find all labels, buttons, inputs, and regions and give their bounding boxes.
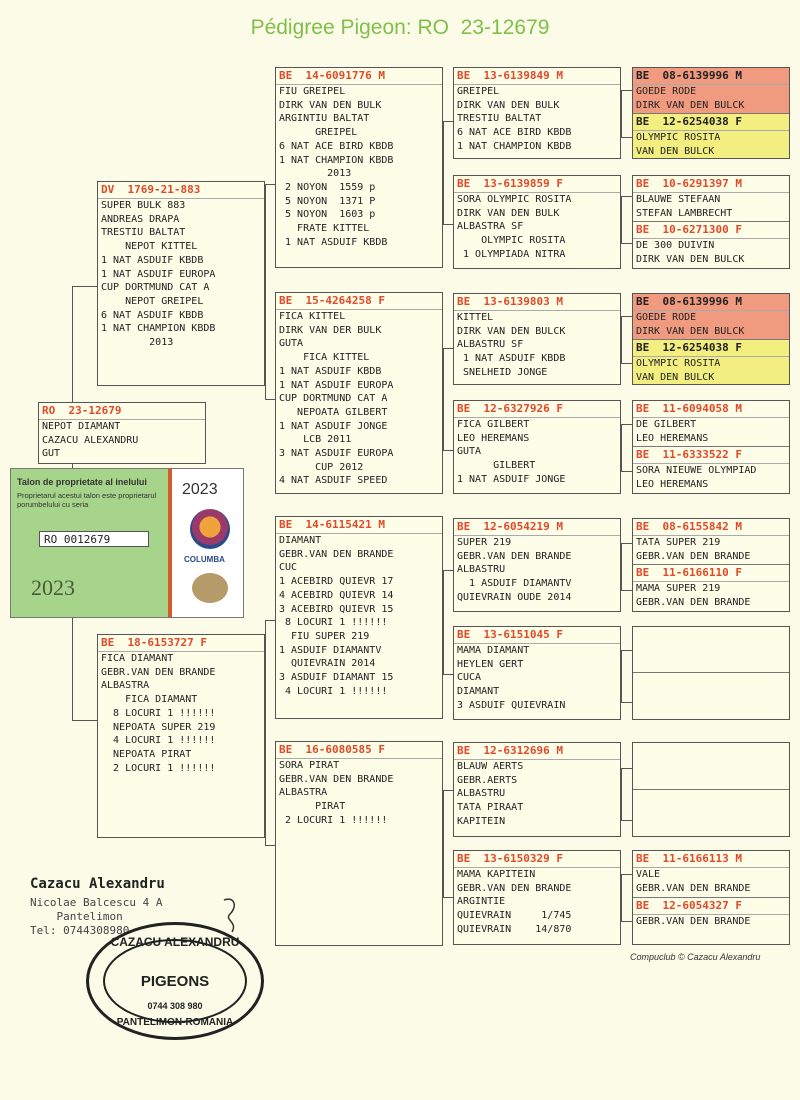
pedigree-line: MAMA DIAMANT (457, 645, 530, 656)
pedigree-line: 6 NAT ACE BIRD KBDB (279, 140, 394, 152)
ring-number: BE 13-6151045 F (454, 627, 620, 644)
pedigree-line: NEPOATA PIRAT (101, 748, 192, 760)
pedigree-line: 1 NAT CHAMPION KBDB (101, 323, 216, 335)
connector-line (443, 674, 453, 675)
pedigree-line: 2 LOCURI 1 !!!!!! (279, 814, 388, 826)
pedigree-line: DIAMANT (279, 535, 322, 546)
pedigree-line: QUIEVRAIN 2014 (279, 658, 376, 670)
g5-pair-box (632, 67, 790, 159)
pedigree-line: DIRK VAN DER BULK (279, 324, 382, 336)
dam-box (97, 634, 265, 838)
connector-line (621, 874, 622, 921)
ring-number: BE 11-6333522 F (633, 447, 789, 464)
owner-phone: Tel: 0744308980 (30, 924, 130, 937)
owner-address: Nicolae Balcescu 4 A (30, 896, 163, 909)
g5-pair-box (632, 626, 790, 720)
pedigree-line: GUT (42, 448, 61, 460)
pedigree-line: DIRK VAN DEN BULK (279, 99, 382, 111)
card-logo-panel (168, 469, 244, 617)
connector-line (621, 316, 622, 363)
card-title: Talon de proprietate al inelului (17, 477, 147, 487)
pedigree-line: NEPOATA GILBERT (279, 406, 388, 418)
pedigree-line: MAMA SUPER 219 (636, 583, 721, 594)
pedigree-line: LEO HEREMANS (457, 432, 530, 444)
connector-line (621, 90, 632, 91)
pedigree-line: FICA GILBERT (457, 419, 530, 430)
pedigree-line: GOEDE RODE (636, 86, 697, 97)
pedigree-line: OLYMPIC ROSITA (636, 132, 721, 143)
pedigree-line: CUCA (457, 672, 482, 684)
pedigree-line: VALE (636, 869, 661, 880)
ring-number: BE 08-6139996 M (633, 68, 789, 85)
connector-line (443, 348, 453, 349)
owner-stamp (86, 922, 264, 1040)
g5-pair-box (632, 850, 790, 945)
card-year-top: 2023 (182, 481, 218, 498)
connector-line (443, 348, 444, 450)
pedigree-line: OLYMPIC ROSITA (636, 358, 721, 369)
g5-pair-box (632, 742, 790, 837)
stamp-bottom-text: PANTELIMON-ROMANIA (116, 1017, 234, 1028)
pedigree-line: TATA PIRAAT (457, 802, 524, 814)
pedigree-line: QUIEVRAIN OUDE 2014 (457, 591, 572, 603)
pedigree-line: 4 LOCURI 1 !!!!!! (279, 685, 388, 697)
g5-pair-box (632, 400, 790, 494)
pedigree-line: ALBASTRU (457, 564, 506, 576)
pedigree-line: GEBR.VAN DEN BRANDE (636, 550, 751, 562)
ring-number: BE 15-4264258 F (276, 293, 442, 310)
pedigree-line: TRESTIU BALTAT (457, 113, 542, 125)
pedigree-line: GILBERT (457, 460, 536, 472)
connector-line (621, 243, 632, 244)
pedigree-line: BLAUWE STEFAAN (636, 194, 721, 205)
connector-line (621, 137, 632, 138)
ring-number: BE 13-6150329 F (454, 851, 620, 868)
pedigree-line: 1 NAT ASDUIF JONGE (457, 473, 566, 485)
ring-number: BE 12-6312696 M (454, 743, 620, 760)
pedigree-line: ARGINTIU BALTAT (279, 113, 370, 125)
pedigree-line: FRATE KITTEL (279, 223, 370, 235)
pedigree-line: ALBASTRA (101, 680, 150, 692)
pedigree-line: TRESTIU BALTAT (101, 227, 186, 239)
pedigree-line: 6 NAT ACE BIRD KBDB (457, 127, 572, 139)
pedigree-line: DE 300 DUIVIN (636, 240, 715, 251)
grandparent-box (275, 292, 443, 494)
pedigree-line: 5 NOYON 1371 P (279, 195, 376, 207)
ring-number: BE 08-6155842 M (633, 519, 789, 536)
pedigree-line: 8 LOCURI 1 !!!!!! (101, 707, 216, 719)
connector-line (621, 196, 632, 197)
pedigree-line: ARGINTIE (457, 896, 506, 908)
pedigree-line: 2 NOYON 1559 p (279, 181, 376, 193)
pedigree-line: NEPOT KITTEL (101, 241, 198, 253)
sire-box (97, 181, 265, 386)
pedigree-line: 1 OLYMPIADA NITRA (457, 248, 566, 260)
pedigree-line: 1 ASDUIF DIAMANTV (457, 578, 572, 590)
pedigree-line: VAN DEN BULCK (636, 371, 715, 383)
great-grandparent-box (453, 742, 621, 837)
pedigree-line: GREIPEL (279, 127, 358, 139)
card-subtitle: Proprietarul acestui talon este proprietarul porumbelului cu seria (17, 491, 157, 509)
pedigree-line: 1 NAT ASDUIF KBDB (101, 254, 204, 266)
ring-number: BE 12-6254038 F (633, 340, 789, 357)
grandparent-box (275, 516, 443, 719)
subject-box (38, 402, 206, 464)
ring-number: BE 18-6153727 F (98, 635, 264, 652)
pedigree-line: TATA SUPER 219 (636, 537, 721, 548)
pedigree-line: GEBR.VAN DEN BRANDE (457, 550, 572, 562)
connector-line (265, 620, 266, 845)
pedigree-line: LCB 2011 (279, 434, 352, 446)
great-grandparent-box (453, 293, 621, 385)
stamp-phone-text: 0744 308 980 (147, 1001, 203, 1011)
pedigree-line: CAZACU ALEXANDRU (42, 434, 139, 446)
g5-pair-box (632, 518, 790, 612)
connector-line (621, 768, 622, 820)
pedigree-line: 3 ACEBIRD QUIEVR 15 (279, 603, 394, 615)
great-grandparent-box (453, 400, 621, 494)
connector-line (621, 874, 632, 875)
pedigree-line: GEBR.AERTS (457, 774, 518, 786)
ring-number: BE 10-6271300 F (633, 222, 789, 239)
pedigree-line: 4 ACEBIRD QUIEVR 14 (279, 589, 394, 601)
ring-number: BE 14-6115421 M (276, 517, 442, 534)
connector-line (621, 650, 622, 702)
great-grandparent-box (453, 518, 621, 612)
pedigree-line: 3 NAT ASDUIF EUROPA (279, 448, 394, 460)
ring-number: BE 12-6254038 F (633, 114, 789, 131)
owner-name: Cazacu Alexandru (30, 876, 165, 892)
pedigree-line: GEBR.VAN DEN BRANDE (636, 596, 751, 608)
ring-number: RO 23-12679 (39, 403, 205, 420)
pedigree-line: DIRK VAN DEN BULCK (636, 253, 745, 265)
pedigree-line: KAPITEIN (457, 815, 506, 827)
pedigree-line: 1 ACEBIRD QUIEVR 17 (279, 576, 394, 588)
connector-line (621, 921, 632, 922)
connector-line (621, 424, 622, 471)
ring-number: BE 13-6139803 M (454, 294, 620, 311)
grandparent-box (275, 67, 443, 268)
pedigree-line: DE GILBERT (636, 419, 697, 430)
pedigree-line: 3 ASDUIF QUIEVRAIN (457, 699, 566, 711)
connector-line (443, 224, 453, 225)
pedigree-line: VAN DEN BULCK (636, 145, 715, 157)
credit-text: Compuclub © Cazacu Alexandru (630, 952, 761, 962)
pedigree-line: GEBR.VAN DEN BRANDE (457, 882, 572, 894)
pedigree-line: ANDREAS DRAPA (101, 213, 180, 225)
connector-line (621, 702, 632, 703)
ring-number: BE 11-6166110 F (633, 565, 789, 582)
g5-pair-box (632, 293, 790, 385)
connector-line (443, 790, 453, 791)
connector-line (621, 650, 632, 651)
connector-line (443, 121, 453, 122)
pedigree-line: GEBR.VAN DEN BRANDE (279, 548, 394, 560)
pedigree-line: LEO HEREMANS (636, 432, 709, 444)
pedigree-line: ALBASTRU SF (457, 339, 524, 351)
pedigree-line: BLAUW AERTS (457, 761, 524, 772)
owner-address-city: Pantelimon (30, 910, 123, 923)
ring-number: BE 12-6327926 F (454, 401, 620, 418)
connector-line (443, 570, 444, 674)
ring-serial: RO 0012679 (39, 531, 149, 547)
pedigree-line: SORA PIRAT (279, 760, 340, 771)
pedigree-line: GEBR.VAN DEN BRANDE (101, 666, 216, 678)
pedigree-line: 1 NAT CHAMPION KBDB (457, 140, 572, 152)
connector-line (72, 720, 98, 721)
signature-icon (218, 896, 248, 936)
pedigree-line: 1 NAT ASDUIF KBDB (457, 353, 566, 365)
pedigree-line: GUTA (457, 446, 482, 458)
ring-number: BE 11-6166113 M (633, 851, 789, 868)
ring-number: BE 16-6080585 F (276, 742, 442, 759)
ring-number: BE 11-6094058 M (633, 401, 789, 418)
pedigree-line: 2013 (279, 168, 352, 180)
pedigree-line: 1 NAT ASDUIF KBDB (279, 365, 382, 377)
connector-line (621, 471, 632, 472)
pedigree-line: CUP 2012 (279, 461, 364, 473)
pedigree-line: HEYLEN GERT (457, 658, 524, 670)
connector-line (621, 90, 622, 137)
g5-pair-box (632, 175, 790, 269)
ring-number: BE 12-6054327 F (633, 898, 789, 915)
pedigree-line: 5 NOYON 1603 p (279, 209, 376, 221)
pedigree-line: 1 ASDUIF DIAMANTV (279, 644, 382, 656)
pedigree-line: 1 NAT ASDUIF JONGE (279, 420, 388, 432)
great-grandparent-box (453, 850, 621, 945)
page-title: Pédigree Pigeon: RO 23-12679 (250, 16, 550, 39)
pedigree-line: 1 NAT ASDUIF EUROPA (101, 268, 216, 280)
pedigree-line: GEBR.VAN DEN BRANDE (636, 916, 751, 927)
columba-logo-icon (190, 509, 230, 549)
columba-brand: COLUMBA (184, 555, 225, 564)
stamp-top-text: CAZACU ALEXANDRU (110, 935, 240, 949)
pedigree-line: ALBASTRA (279, 787, 328, 799)
pedigree-line: GREIPEL (457, 86, 500, 97)
pedigree-line: ALBASTRU (457, 788, 506, 800)
ring-number: BE 12-6054219 M (454, 519, 620, 536)
pedigree-line: NEPOT DIAMANT (42, 421, 121, 432)
great-grandparent-box (453, 626, 621, 720)
pedigree-line: CUC (279, 562, 298, 574)
pedigree-line: 1 NAT CHAMPION KBDB (279, 154, 394, 166)
connector-line (265, 184, 266, 399)
card-year: 2023 (31, 575, 75, 600)
stamp-center-text: PIGEONS (140, 973, 210, 990)
pedigree-line: 1 NAT ASDUIF KBDB (279, 236, 388, 248)
pedigree-line: GOEDE RODE (636, 312, 697, 323)
ownership-card (10, 468, 244, 618)
pedigree-line: DIRK VAN DEN BULCK (636, 325, 745, 337)
pedigree-line: GEBR.VAN DEN BRANDE (636, 882, 751, 894)
pedigree-line: SORA OLYMPIC ROSITA (457, 194, 572, 205)
pedigree-line: CUP DORTMUND CAT A (279, 393, 388, 405)
connector-line (443, 790, 444, 897)
ring-number: BE 13-6139859 F (454, 176, 620, 193)
pedigree-line: LEO HEREMANS (636, 478, 709, 490)
pedigree-line: 3 ASDUIF DIAMANT 15 (279, 672, 394, 684)
pedigree-line: 2013 (101, 337, 174, 349)
connector-line (621, 363, 632, 364)
pedigree-line: PIRAT (279, 801, 346, 813)
connector-line (621, 820, 632, 821)
connector-line (621, 543, 632, 544)
connector-line (621, 768, 632, 769)
pedigree-line: DIRK VAN DEN BULCK (636, 99, 745, 111)
pedigree-line: 1 NAT ASDUIF EUROPA (279, 379, 394, 391)
pedigree-line: NEPOT GREIPEL (101, 295, 204, 307)
pedigree-line: 2 LOCURI 1 !!!!!! (101, 762, 216, 774)
great-grandparent-box (453, 175, 621, 269)
connector-line (443, 121, 444, 224)
great-grandparent-box (453, 67, 621, 159)
pedigree-line: DIRK VAN DEN BULK (457, 99, 560, 111)
connector-line (443, 450, 453, 451)
pedigree-line: DIRK VAN DEN BULK (457, 207, 560, 219)
pedigree-line: DIRK VAN DEN BULCK (457, 325, 566, 337)
pedigree-line: SORA NIEUWE OLYMPIAD (636, 465, 757, 476)
pedigree-line: 8 LOCURI 1 !!!!!! (279, 617, 388, 629)
pedigree-line: QUIEVRAIN 14/870 (457, 923, 572, 935)
pedigree-line: GUTA (279, 338, 304, 350)
connector-line (621, 543, 622, 590)
pedigree-line: FICA DIAMANT (101, 694, 198, 706)
ring-number: DV 1769-21-883 (98, 182, 264, 199)
connector-line (72, 286, 98, 287)
pedigree-line: SNELHEID JONGE (457, 366, 548, 378)
ring-number: BE 13-6139849 M (454, 68, 620, 85)
pedigree-line: SUPER 219 (457, 537, 512, 548)
pedigree-line: NEPOATA SUPER 219 (101, 721, 216, 733)
pedigree-line: 6 NAT ASDUIF KBDB (101, 309, 204, 321)
pedigree-line: CUP DORTMUND CAT A (101, 282, 210, 294)
pedigree-line: SUPER BULK 883 (101, 200, 186, 211)
connector-line (621, 316, 632, 317)
pedigree-line: 4 LOCURI 1 !!!!!! (101, 735, 216, 747)
pedigree-line: OLYMPIC ROSITA (457, 235, 566, 247)
pedigree-line: DIAMANT (457, 686, 500, 698)
connector-line (621, 424, 632, 425)
ring-number: BE 10-6291397 M (633, 176, 789, 193)
grandparent-box (275, 741, 443, 946)
pigeon-logo-icon (192, 573, 228, 603)
pedigree-line: FICA KITTEL (279, 311, 346, 322)
pedigree-line: QUIEVRAIN 1/745 (457, 910, 572, 922)
pedigree-line: ALBASTRA SF (457, 221, 524, 233)
pedigree-line: KITTEL (457, 312, 494, 323)
connector-line (621, 196, 622, 243)
connector-line (621, 590, 632, 591)
connector-line (443, 897, 453, 898)
pedigree-line: FICA DIAMANT (101, 653, 174, 664)
ring-number: BE 14-6091776 M (276, 68, 442, 85)
pedigree-line: FIU SUPER 219 (279, 630, 370, 642)
pedigree-line: FIU GREIPEL (279, 86, 346, 97)
ring-number: BE 08-6139996 M (633, 294, 789, 311)
pedigree-line: 4 NAT ASDUIF SPEED (279, 475, 388, 487)
pedigree-line: MAMA KAPITEIN (457, 869, 536, 880)
pedigree-line: GEBR.VAN DEN BRANDE (279, 773, 394, 785)
pedigree-line: FICA KITTEL (279, 352, 370, 364)
connector-line (443, 570, 453, 571)
pedigree-line: STEFAN LAMBRECHT (636, 207, 733, 219)
